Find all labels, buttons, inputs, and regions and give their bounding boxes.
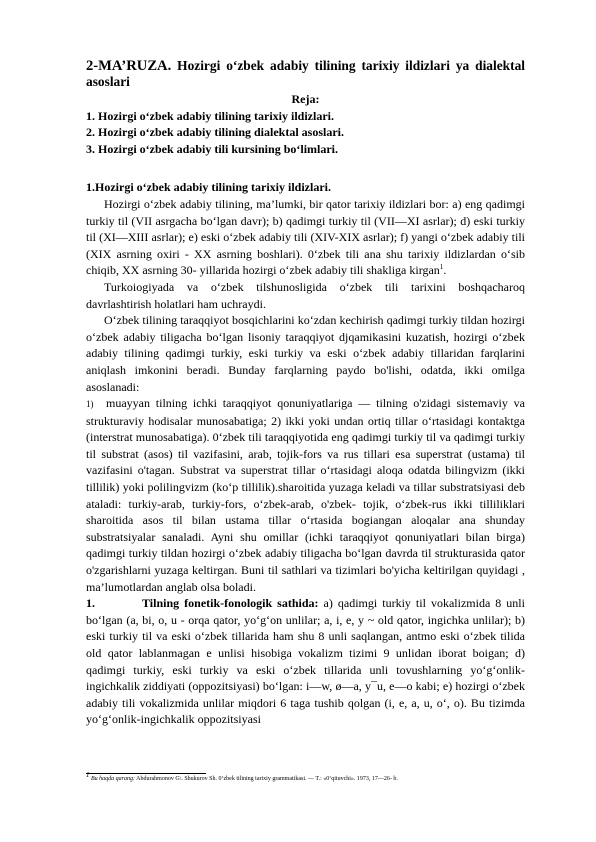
paragraph-3: O‘zbek tilining taraqqiyot bosqichlarini ko‘zdan kechirish qadimgi turkiy tildan hozirgi o‘zbek adabiy tiligacha bo‘lgan lisoniy taraqqiyot djqamikasini kuzatish, hozirgi o‘zbek adabiy tilining qadimgi turkiy, eski turkiy va eski o‘zbek adabiy tillaridan farqlarini aniqlash imkonini beradi. Bunday farqlarning paydo bo'lishi, odatda, ikki omilga asoslanadi: [86,313,525,394]
paragraph-1 [86,196,525,279]
paragraph-1-text: Hozirgi o‘zbek adabiy tilining, ma’lumki, bir qator tarixiy ildizlari bor: a) eng qadimgi turkiy til (VII asrgacha bo‘lgan davr); b) qadimgi turkiy til (VII—XI asrlar); d) eski turkiy til (XI—XIII asrlar); e) eski o‘zbek adabiy tili (XIV-XIX asrlar); f) yangi o‘zbek adabiy tili (XIX asrning oxiri - XX asrning boshlari). 0‘zbek tili ana shu tarixiy ildizlardan o‘sib chiqib, XX asrning 30- yillarida hozirgi o‘zbek adabiy tili shakliga kirgan [86,196,525,278]
lecture-title [86,58,525,90]
paragraph-4-number: 1) [86,399,94,410]
plan-item-2: 2. Hozirgi o‘zbek adabiy tilining dialektal asoslari. [86,125,345,140]
footnote-ref: 1 [439,263,444,272]
footnote-divider [86,773,206,774]
footnote-intro: Bu haqda qarang: [89,776,135,782]
paragraph-2: Turkoiogiyada va o‘zbek tilshunosligida o‘zbek tili tarixini boshqacharoq davrlashtirish holatlari ham uchraydi. [86,279,525,311]
footnote-mark: 1 [86,771,90,779]
footnote-text: Abdurahmonov G\. Shukurov Sh. 0‘zbek tilining tarixiy grammatikasi. — T.: «0‘qituvchi». 1973, 17—26- b. [135,776,398,782]
paragraph-1-end: . [443,263,447,278]
plan-heading: Reja: [291,92,320,106]
paragraph-4-text: muayyan tilning ichki taraqqiyot qonuniyatlariga — tilning o'zidagi sistemaviy va strukturaviy hodisalar munosabatiga; 2) ikki yoki undan ortiq tillar o‘rtasidagi kontaktga (interstrat munosabatiga). 0‘zbek tili taraqqiyotida eng qadimgi turkiy til va qadimgi turkiy til substrat (asos) til vazifasini, arab, tojik-fors va rus tillari esa superstrat (ustama) til vazifasini o'tagan. Substrat va superstrat tillar o‘rtasidagi aloqa odatda bilingvizm (ikki tillilik) yoki polilingvizm (ko‘p tillilik).sharoitida yuzaga keladi va tillar substratsiyasi deb ataladi: turkiy-arab, turkiy-fors, o‘zbek-arab, o'zbek- tojik, o‘zbek-rus ikki tilliliklari sharoitida asos til bilan ustama tillar o‘rtasida bogiangan aloqalar ana shunday substratsiyalar sanaladi. Ayni shu omillar (ichki taraqqiyot qonuniyatlari bilan birga) qadimgi turkiy tildan hozirgi o‘zbek adabiy tiligacha bo‘lgan davrda til strukturasida qator o'zgarishlarni yuzaga keltirgan. Buni til sathlari va tizimlari bo'yicha keltirilgan quyidagi , ma’lumotlardan anglab olsa boladi. [86,396,525,594]
document-page [86,58,525,728]
paragraph-5-text: a) qadimgi turkiy til vokalizmida 8 unli bo‘lgan (a, bi, o, u - orqa qator, yo‘g‘on unlilar; a, i, e, y ~ old qator, ingichka unlilar); b) eski turkiy til va eski o‘zbek tillarida ham shu 8 unli saqlangan, antmo eski o‘zbek tilida old qator lablanmagan e unlisi hisobiga vokalizm tizimi 9 unlidan iborat boigan; d) qadimgi turkiy, eski turkiy va eski o‘zbek tillarida unli tovushlarning yo‘g‘onlik-ingichkalik ziddiyati (oppozitsiyasi) bo‘lgan: i—w, ø—a, y¯u, e—o kabi; e) hozirgi o‘zbek adabiy tili vokalizmida unlilar miqdori 6 taga tushib qolgan (i, e, a, u, o‘, o). Bu tizimda yo‘g‘onlik-ingichkalik oppozitsiyasi [86,596,525,727]
paragraph-4 [86,395,525,595]
lecture-title-text: Hozirgi o‘zbek adabiy tilining tarixiy ildizlari ya dialektal asoslari [86,58,525,89]
section-heading: 1.Hozirgi o‘zbek adabiy tilining tarixiy ildizlari. [86,180,331,195]
paragraph-5-number: 1. [86,596,95,611]
paragraph-5 [86,595,525,728]
paragraph-5-heading: Tilning fonetik-fonologik sathida: [142,596,319,611]
plan-item-1: 1. Hozirgi o‘zbek adabiy tilining tarixiy ildizlari. [86,108,334,123]
plan-item-3: 3. Hozirgi o‘zbek adabiy tili kursining bo‘limlari. [86,141,339,156]
lecture-number: 2-MA’RUZA. [86,58,172,74]
footnote [86,771,525,783]
